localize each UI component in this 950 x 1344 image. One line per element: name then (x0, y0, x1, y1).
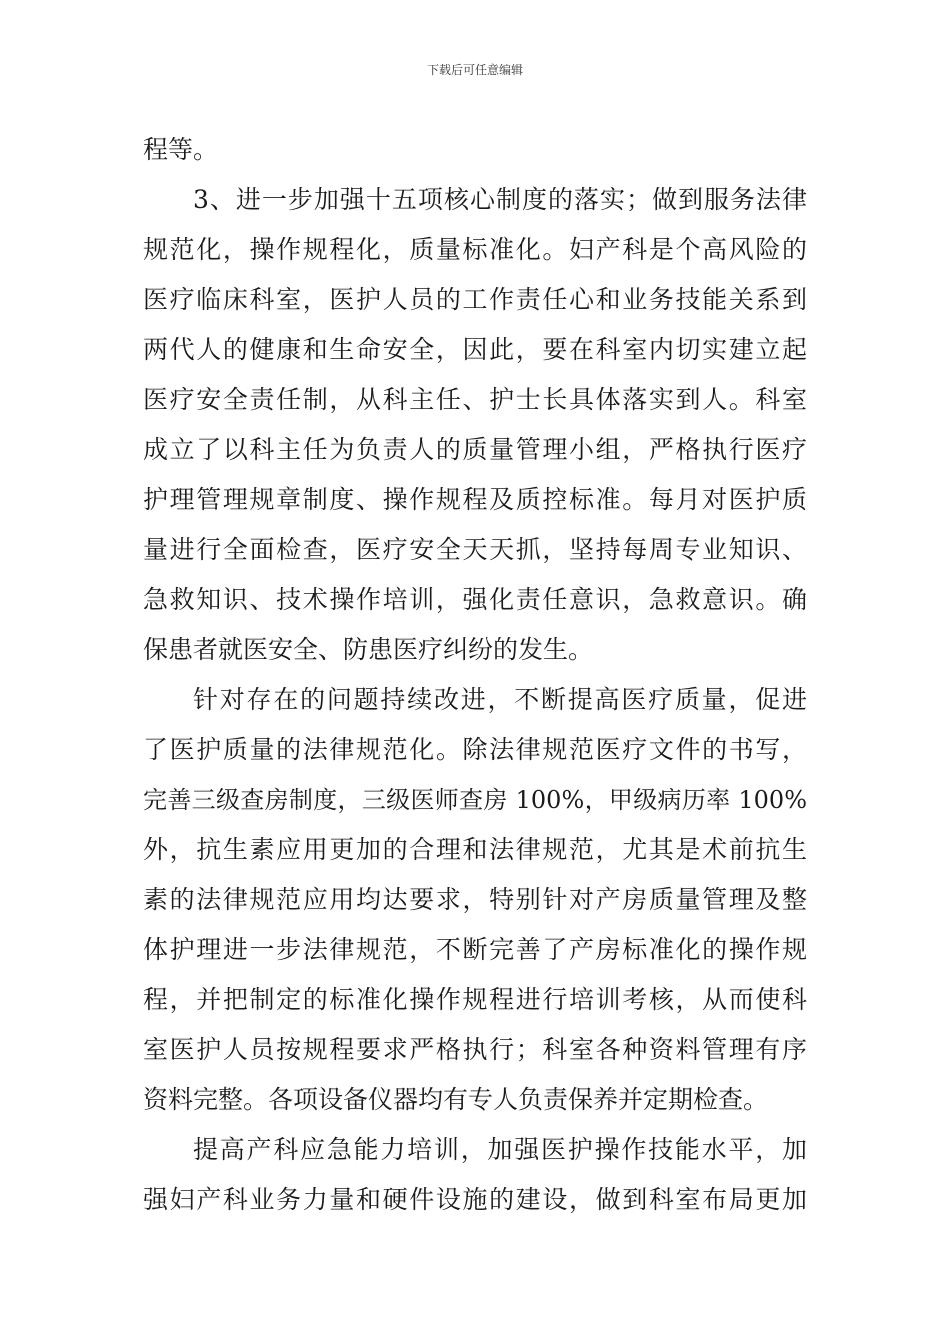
text-line: 规范化，操作规程化，质量标准化。妇产科是个高风险的 (143, 235, 807, 264)
text-line: 医疗临床科室，医护人员的工作责任心和业务技能关系到 (143, 285, 807, 314)
paragraph-first-line: 提高产科应急能力培训，加强医护操作技能水平，加 (193, 1135, 807, 1164)
paragraph-first-line: 针对存在的问题持续改进，不断提高医疗质量，促进 (193, 685, 807, 714)
text-line: 素的法律规范应用均达要求，特别针对产房质量管理及整 (143, 885, 807, 914)
text-line: 强妇产科业务力量和硬件设施的建设，做到科室布局更加 (143, 1185, 807, 1214)
text-line: 体护理进一步法律规范，不断完善了产房标准化的操作规 (143, 935, 807, 964)
paragraph-first-line: 3、进一步加强十五项核心制度的落实；做到服务法律 (193, 185, 807, 214)
text-line: 护理管理规章制度、操作规程及质控标准。每月对医护质 (143, 485, 807, 514)
text-line: 医疗安全责任制，从科主任、护士长具体落实到人。科室 (143, 385, 807, 414)
text-line: 程等。 (143, 135, 219, 164)
page-header: 下载后可任意编辑 (426, 63, 523, 77)
text-line: 成立了以科主任为负责人的质量管理小组，严格执行医疗 (143, 435, 807, 464)
text-line: 资料完整。各项设备仪器均有专人负责保养并定期检查。 (143, 1085, 769, 1114)
text-line: 室医护人员按规程要求严格执行；科室各种资料管理有序 (143, 1035, 807, 1064)
text-line: 保患者就医安全、防患医疗纠纷的发生。 (143, 635, 594, 664)
text-line: 完善三级查房制度，三级医师查房 100%，甲级病历率 100% (143, 786, 807, 814)
text-line: 量进行全面检查，医疗安全天天抓，坚持每周专业知识、 (143, 535, 807, 564)
text-line: 了医护质量的法律规范化。除法律规范医疗文件的书写， (143, 735, 807, 764)
text-line: 外，抗生素应用更加的合理和法律规范，尤其是术前抗生 (143, 835, 807, 864)
text-line: 两代人的健康和生命安全，因此，要在科室内切实建立起 (143, 335, 807, 364)
text-line: 急救知识、技术操作培训，强化责任意识，急救意识。确 (143, 585, 807, 614)
text-line: 程，并把制定的标准化操作规程进行培训考核，从而使科 (143, 985, 807, 1014)
